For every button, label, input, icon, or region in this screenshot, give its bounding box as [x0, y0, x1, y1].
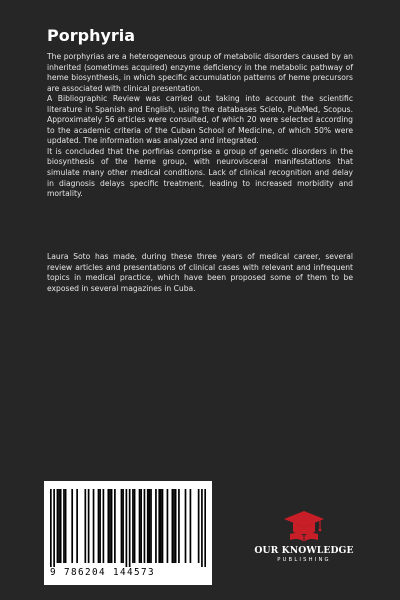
barcode-bar	[122, 489, 124, 563]
barcode-icon	[50, 489, 206, 567]
barcode-bar	[88, 489, 90, 563]
author-bio-text: Laura Soto has made, during these three years of medical career, several review articles and presentations of clinical cases with relevant and infrequent topics in medical practice, which have been proposed some of them to be exposed in several magazines in Cuba.	[47, 252, 353, 293]
book-title: Porphyria	[47, 26, 136, 45]
barcode-bar	[126, 489, 128, 567]
isbn-barcode	[44, 481, 212, 585]
barcode-bar	[134, 489, 136, 563]
barcode-bar	[185, 489, 187, 563]
publisher-logo-block	[254, 509, 354, 563]
barcode-bar	[84, 489, 86, 563]
barcode-bar	[144, 489, 146, 563]
barcode-bar	[93, 489, 95, 563]
barcode-bar	[58, 489, 60, 563]
barcode-bar	[99, 489, 101, 563]
barcode-bar	[111, 489, 113, 563]
barcode-bar	[178, 489, 180, 563]
abstract-paragraph-1: The porphyrias are a heterogeneous group of metabolic disorders caused by an inherited (sometimes acquired) enzyme deficiency in the metabolic pathway of heme biosynthesis, in which specific accumulation patterns of heme precursors are associated with clinical presentation.	[47, 52, 353, 93]
barcode-bar	[160, 489, 162, 563]
barcode-bar	[190, 489, 192, 563]
abstract-paragraph-2: A Bibliographic Review was carried out taking into account the scientific literature in Spanish and English, using the databases Scielo, PubMed, Scopus. Approximately 56 articles were consulted, of which 20 were selected according to the academic criteria of the Cuban School of Medicine, of which 50% were updated. The information was analyzed and integrated.	[47, 94, 353, 146]
barcode-bar	[98, 489, 100, 563]
barcode-bar	[60, 489, 62, 563]
barcode-bar	[173, 489, 175, 563]
barcode-bar	[198, 489, 200, 563]
barcode-bar	[158, 489, 160, 563]
barcode-bar	[129, 489, 131, 567]
barcode-bar	[63, 489, 65, 563]
barcode-bar	[172, 489, 174, 563]
barcode-bar	[175, 489, 177, 563]
barcode-bar	[162, 489, 164, 563]
barcode-bar	[155, 489, 157, 563]
barcode-bar	[53, 489, 55, 567]
barcode-bar	[107, 489, 109, 563]
barcode-bar	[147, 489, 149, 563]
barcode-bar	[167, 489, 169, 563]
book-abstract	[47, 52, 353, 200]
barcode-bar	[114, 489, 116, 563]
barcode-bar	[109, 489, 111, 563]
barcode-bar	[76, 489, 78, 563]
barcode-bar	[57, 489, 59, 563]
barcode-bar	[204, 489, 206, 567]
publisher-name: OUR KNOWLEDGE	[254, 545, 354, 556]
barcode-bar	[149, 489, 151, 563]
isbn-digits: 9 786204 144573	[50, 567, 155, 578]
barcode-bar	[150, 489, 152, 563]
author-bio	[47, 252, 353, 294]
barcode-bar	[139, 489, 141, 563]
barcode-bar	[103, 489, 105, 563]
publisher-subtitle: PUBLISHING	[277, 557, 331, 563]
barcode-bar	[121, 489, 123, 563]
barcode-bar	[65, 489, 67, 563]
graduation-cap-icon	[282, 509, 326, 543]
barcode-bar	[71, 489, 73, 563]
barcode-bar	[132, 489, 134, 563]
barcode-bar	[201, 489, 203, 567]
barcode-bar	[140, 489, 142, 563]
barcode-bar	[50, 489, 52, 567]
abstract-paragraph-3: It is concluded that the porfirias comprise a group of genetic disorders in the biosynthesis of the heme group, with neurovisceral manifestations that simulate many other medical conditions. Lack of clinical recognition and delay in diagnosis delays specific treatment, leading to increased morbidity and mortality.	[47, 146, 353, 199]
